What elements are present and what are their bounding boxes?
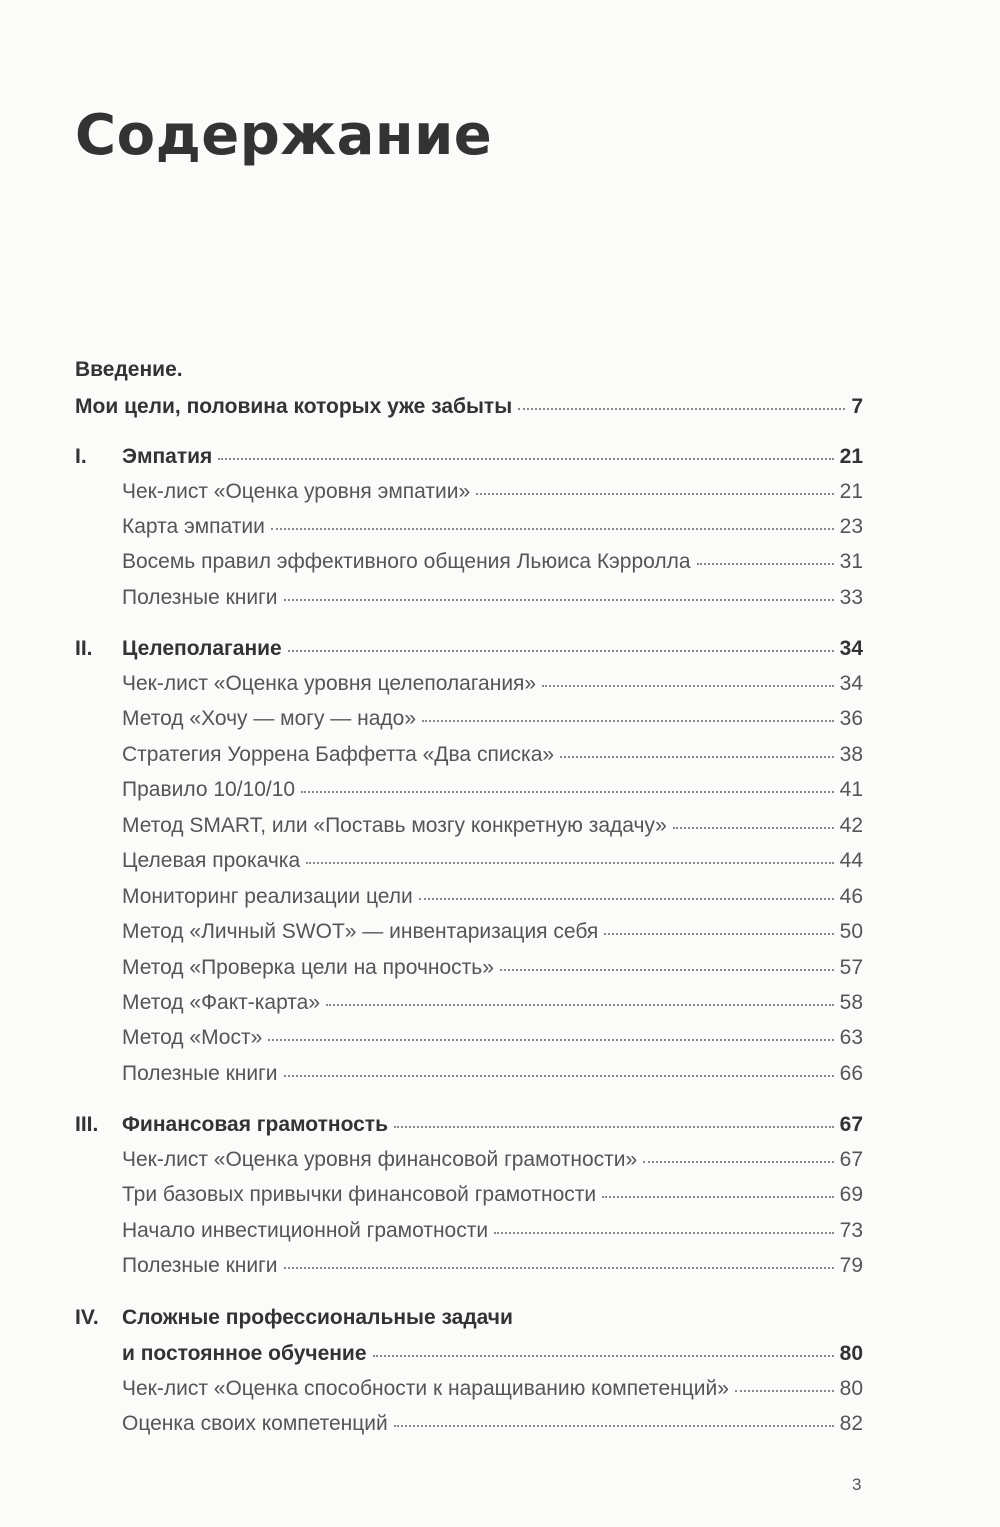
section-title: и постоянное обучение <box>122 1342 367 1365</box>
toc-section-4-heading <box>75 1305 513 1331</box>
dot-leader <box>373 1353 834 1357</box>
dot-leader <box>422 718 834 722</box>
toc-entry[interactable] <box>122 742 863 768</box>
dot-leader <box>560 754 834 758</box>
toc-entry-title: Чек-лист «Оценка способности к наращиванию компетенций» <box>122 1377 729 1400</box>
dot-leader <box>419 896 834 900</box>
toc-entry[interactable] <box>122 777 863 803</box>
toc-page-number: 34 <box>839 672 863 695</box>
toc-entry[interactable] <box>122 1376 863 1402</box>
toc-page-number: 34 <box>839 637 863 660</box>
toc-page-number: 63 <box>839 1026 863 1049</box>
toc-entry-title: Чек-лист «Оценка уровня эмпатии» <box>122 480 471 503</box>
toc-entry[interactable] <box>122 848 863 874</box>
toc-page-number: 80 <box>839 1377 863 1400</box>
section-title: Целеполагание <box>122 637 282 660</box>
toc-entry[interactable] <box>122 955 863 981</box>
dot-leader <box>271 526 834 530</box>
toc-page-number: 21 <box>839 480 863 503</box>
toc-entry-title: Целевая прокачка <box>122 849 301 872</box>
section-number: III. <box>75 1113 99 1136</box>
toc-page-number: 82 <box>839 1412 863 1435</box>
dot-leader <box>604 931 833 935</box>
toc-page-number: 38 <box>839 743 863 766</box>
toc-entry-title: Чек-лист «Оценка уровня целеполагания» <box>122 672 537 695</box>
toc-entry[interactable] <box>122 1411 863 1437</box>
section-number: IV. <box>75 1306 99 1329</box>
toc-entry[interactable] <box>122 990 863 1016</box>
dot-leader <box>735 1388 834 1392</box>
toc-entry[interactable] <box>122 671 863 697</box>
toc-page-number: 31 <box>839 550 863 573</box>
dot-leader <box>518 406 845 410</box>
dot-leader <box>697 561 834 565</box>
intro-heading: Введение. <box>75 358 183 381</box>
dot-leader <box>268 1037 833 1041</box>
dot-leader <box>326 1002 834 1006</box>
toc-page-number: 57 <box>839 956 863 979</box>
toc-page-number: 50 <box>839 920 863 943</box>
toc-section-4[interactable] <box>75 1341 863 1367</box>
toc-entry[interactable] <box>122 479 863 505</box>
toc-entry-title: Правило 10/10/10 <box>122 778 296 801</box>
page-number: 3 <box>852 1475 862 1494</box>
toc-entry-title: Полезные книги <box>122 1254 278 1277</box>
toc-page-number: 46 <box>839 885 863 908</box>
section-title-line: Сложные профессиональные задачи <box>122 1306 513 1329</box>
toc-page-number: 58 <box>839 991 863 1014</box>
section-title: Эмпатия <box>122 445 213 468</box>
dot-leader <box>284 1265 834 1269</box>
toc-entry[interactable] <box>122 1182 863 1208</box>
dot-leader <box>476 491 834 495</box>
toc-entry-title: Мои цели, половина которых уже забыты <box>75 395 513 418</box>
toc-section-2[interactable] <box>75 636 863 662</box>
toc-page-number: 42 <box>839 814 863 837</box>
toc-entry-intro[interactable] <box>75 394 863 420</box>
toc-page-number: 36 <box>839 707 863 730</box>
toc-page-number: 23 <box>839 515 863 538</box>
toc-page-number: 7 <box>851 395 863 418</box>
toc-page-number: 69 <box>839 1183 863 1206</box>
toc-page-number: 21 <box>839 445 863 468</box>
toc-entry-title: Оценка своих компетенций <box>122 1412 388 1435</box>
dot-leader <box>394 1124 834 1128</box>
toc-entry[interactable] <box>122 585 863 611</box>
section-number: II. <box>75 637 93 660</box>
toc-page-number: 44 <box>839 849 863 872</box>
toc-entry-title: Метод «Личный SWOT» — инвентаризация себя <box>122 920 599 943</box>
dot-leader <box>394 1423 834 1427</box>
toc-entry[interactable] <box>122 813 863 839</box>
toc-entry[interactable] <box>122 1253 863 1279</box>
dot-leader <box>284 597 834 601</box>
dot-leader <box>218 456 833 460</box>
dot-leader <box>288 648 834 652</box>
dot-leader <box>306 860 834 864</box>
toc-section-1[interactable] <box>75 444 863 470</box>
toc-entry[interactable] <box>122 1025 863 1051</box>
dot-leader <box>500 967 834 971</box>
toc-entry[interactable] <box>122 1061 863 1087</box>
toc-entry-title: Метод «Факт-карта» <box>122 991 321 1014</box>
toc-entry-title: Начало инвестиционной грамотности <box>122 1219 489 1242</box>
toc-entry-title: Три базовых привычки финансовой грамотности <box>122 1183 597 1206</box>
dot-leader <box>643 1159 833 1163</box>
dot-leader <box>494 1230 834 1234</box>
toc-page-number: 80 <box>839 1342 863 1365</box>
toc-page-number: 67 <box>839 1148 863 1171</box>
toc-entry[interactable] <box>122 1218 863 1244</box>
toc-entry-title: Метод «Проверка цели на прочность» <box>122 956 494 979</box>
toc-entry-title: Карта эмпатии <box>122 515 265 538</box>
section-number: I. <box>75 445 87 468</box>
toc-page-number: 33 <box>839 586 863 609</box>
toc-entry[interactable] <box>122 884 863 910</box>
dot-leader <box>602 1194 834 1198</box>
toc-entry-title: Полезные книги <box>122 1062 278 1085</box>
toc-entry-title: Стратегия Уоррена Баффетта «Два списка» <box>122 743 555 766</box>
toc-entry[interactable] <box>122 919 863 945</box>
toc-entry-title: Метод SMART, или «Поставь мозгу конкретную задачу» <box>122 814 667 837</box>
toc-entry[interactable] <box>122 706 863 732</box>
dot-leader <box>301 789 834 793</box>
toc-entry-title: Метод «Хочу — могу — надо» <box>122 707 417 730</box>
toc-entry[interactable] <box>122 549 863 575</box>
dot-leader <box>673 825 834 829</box>
toc-entry-title: Полезные книги <box>122 586 278 609</box>
toc-entry-title: Мониторинг реализации цели <box>122 885 413 908</box>
page-title: Содержание <box>75 103 493 168</box>
toc-page-number: 66 <box>839 1062 863 1085</box>
dot-leader <box>284 1073 834 1077</box>
dot-leader <box>542 683 834 687</box>
toc-page-number: 79 <box>839 1254 863 1277</box>
toc-page-number: 67 <box>839 1113 863 1136</box>
toc-page-number: 41 <box>839 778 863 801</box>
toc-entry-title: Восемь правил эффективного общения Льюиса Кэрролла <box>122 550 691 573</box>
toc-entry-title: Метод «Мост» <box>122 1026 263 1049</box>
toc-entry[interactable] <box>122 1147 863 1173</box>
toc-entry[interactable] <box>122 514 863 540</box>
toc-page-number: 73 <box>839 1219 863 1242</box>
toc-section-3[interactable] <box>75 1112 863 1138</box>
section-title: Финансовая грамотность <box>122 1113 388 1136</box>
toc-entry-title: Чек-лист «Оценка уровня финансовой грамотности» <box>122 1148 638 1171</box>
